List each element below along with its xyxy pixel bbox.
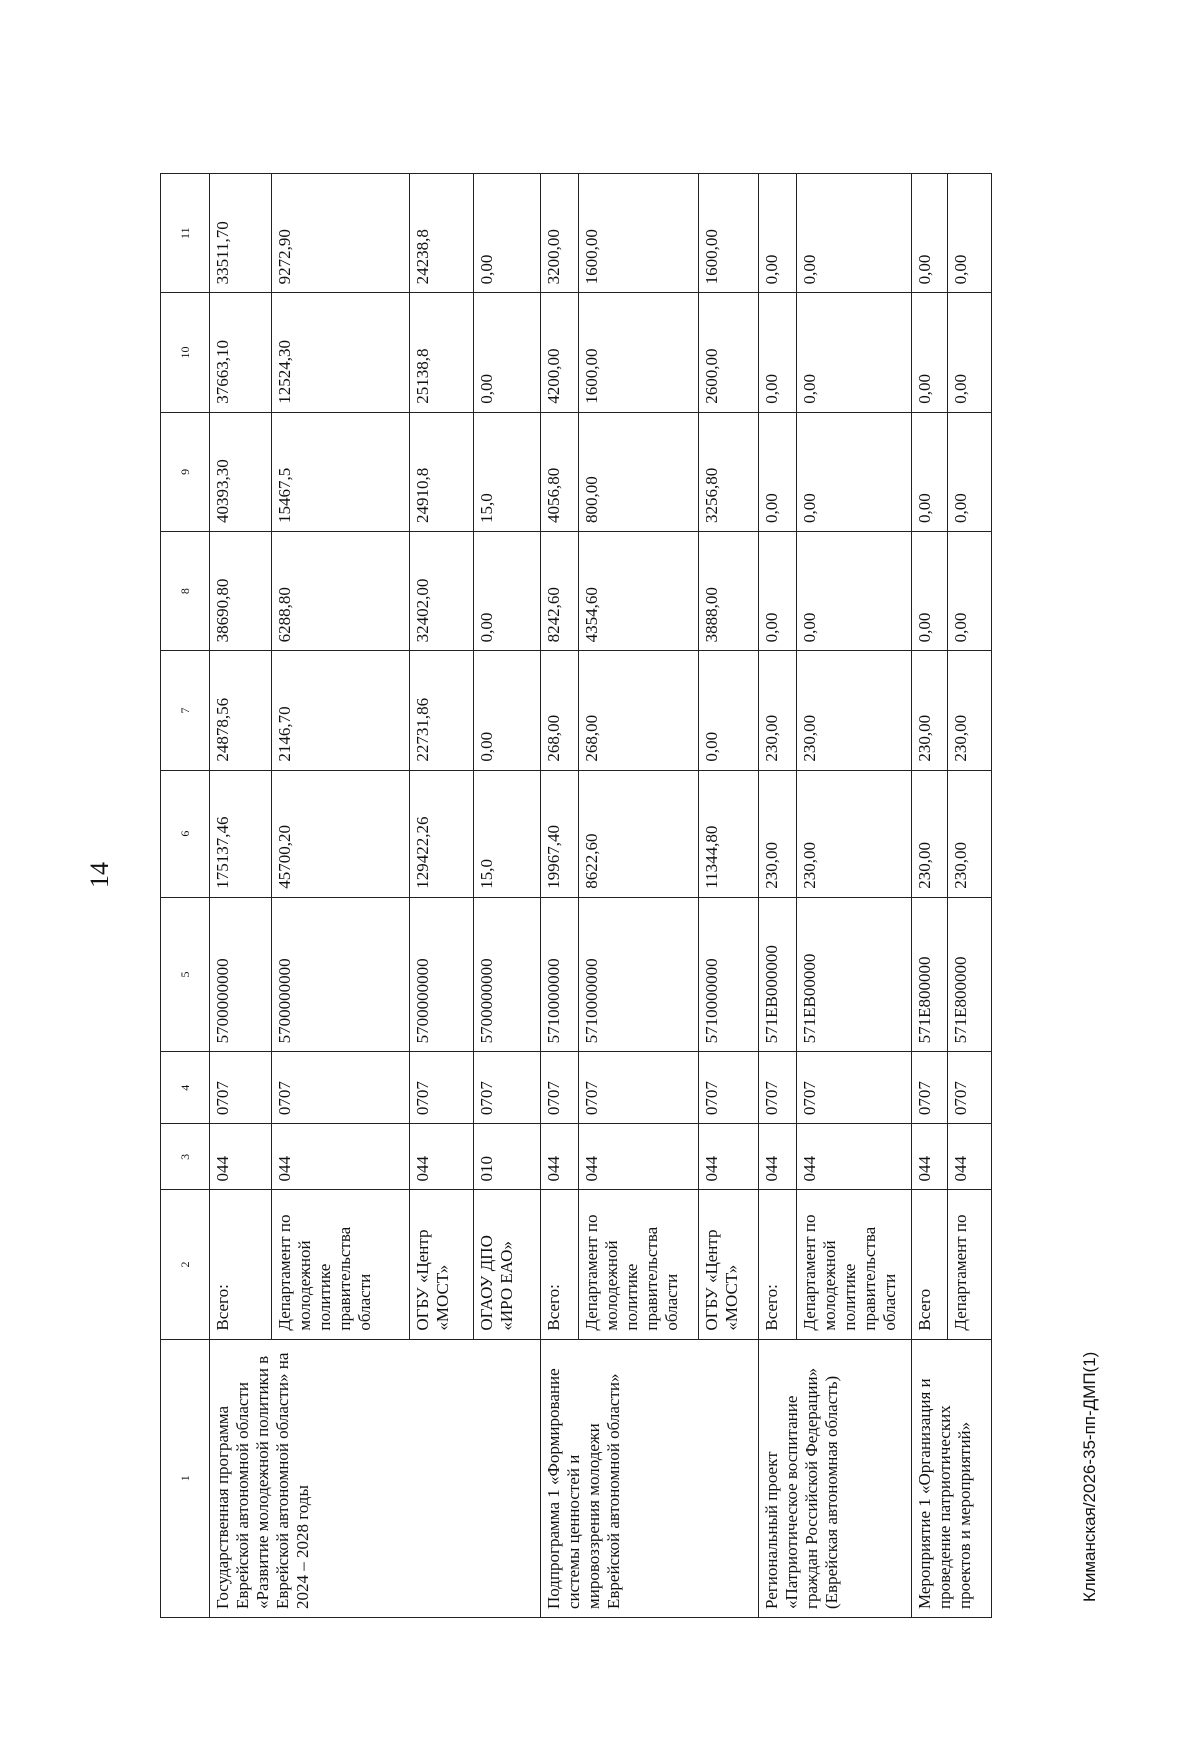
grbs-cell: 044 bbox=[541, 1124, 579, 1190]
value-cell: 0,00 bbox=[912, 532, 948, 651]
value-cell: 38690,80 bbox=[210, 532, 272, 651]
value-cell: 230,00 bbox=[797, 770, 912, 897]
section-cell: 0707 bbox=[410, 1052, 474, 1124]
value-cell: 0,00 bbox=[912, 174, 948, 293]
csr-cell: 571ЕВ00000 bbox=[797, 897, 912, 1052]
grbs-cell: 044 bbox=[579, 1124, 699, 1190]
value-cell: 0,00 bbox=[474, 651, 541, 770]
value-cell: 230,00 bbox=[759, 770, 797, 897]
csr-cell: 5700000000 bbox=[474, 897, 541, 1052]
section-cell: 0707 bbox=[474, 1052, 541, 1124]
grbs-cell: 044 bbox=[699, 1124, 759, 1190]
value-cell: 0,00 bbox=[948, 532, 992, 651]
value-cell: 45700,20 bbox=[272, 770, 410, 897]
value-cell: 8242,60 bbox=[541, 532, 579, 651]
header-cell: 2 bbox=[161, 1190, 210, 1339]
header-row bbox=[161, 174, 210, 1618]
value-cell: 129422,26 bbox=[410, 770, 474, 897]
table-body bbox=[210, 174, 992, 1618]
value-cell: 15467,5 bbox=[272, 412, 410, 531]
table-row bbox=[210, 174, 272, 1618]
grbs-cell: 044 bbox=[797, 1124, 912, 1190]
value-cell: 24910,8 bbox=[410, 412, 474, 531]
value-cell: 0,00 bbox=[912, 293, 948, 412]
value-cell: 0,00 bbox=[912, 412, 948, 531]
executor-cell: ОГАОУ ДПО «ИРО ЕАО» bbox=[474, 1190, 541, 1339]
executor-cell: Департамент по молодежной политике правительства области bbox=[272, 1190, 410, 1339]
executor-cell: Всего: bbox=[210, 1190, 272, 1339]
section-cell: 0707 bbox=[912, 1052, 948, 1124]
value-cell: 175137,46 bbox=[210, 770, 272, 897]
header-cell: 4 bbox=[161, 1052, 210, 1124]
section-cell: 0707 bbox=[272, 1052, 410, 1124]
csr-cell: 5710000000 bbox=[579, 897, 699, 1052]
regional-project-title-cell: Региональный проект «Патриотическое воспитание граждан Российской Федерации» (Еврейская автономная область) bbox=[759, 1339, 912, 1617]
value-cell: 230,00 bbox=[912, 651, 948, 770]
csr-cell: 5700000000 bbox=[410, 897, 474, 1052]
value-cell: 32402,00 bbox=[410, 532, 474, 651]
grbs-cell: 044 bbox=[759, 1124, 797, 1190]
value-cell: 24878,56 bbox=[210, 651, 272, 770]
section-cell: 0707 bbox=[579, 1052, 699, 1124]
executor-cell: Департамент по молодежной политике правительства области bbox=[579, 1190, 699, 1339]
value-cell: 19967,40 bbox=[541, 770, 579, 897]
executor-cell: Всего bbox=[912, 1190, 948, 1339]
value-cell: 4200,00 bbox=[541, 293, 579, 412]
executor-cell: ОГБУ «Центр «МОСТ» bbox=[699, 1190, 759, 1339]
grbs-cell: 010 bbox=[474, 1124, 541, 1190]
value-cell: 40393,30 bbox=[210, 412, 272, 531]
csr-cell: 571ЕВ000000 bbox=[759, 897, 797, 1052]
value-cell: 3888,00 bbox=[699, 532, 759, 651]
section-cell: 0707 bbox=[948, 1052, 992, 1124]
table-row bbox=[541, 174, 579, 1618]
section-cell: 0707 bbox=[210, 1052, 272, 1124]
header-cell: 10 bbox=[161, 293, 210, 412]
csr-cell: 571Е800000 bbox=[912, 897, 948, 1052]
value-cell: 1600,00 bbox=[579, 174, 699, 293]
value-cell: 268,00 bbox=[579, 651, 699, 770]
value-cell: 0,00 bbox=[948, 293, 992, 412]
executor-cell: Департамент по bbox=[948, 1190, 992, 1339]
grbs-cell: 044 bbox=[210, 1124, 272, 1190]
rotated-table-container bbox=[160, 173, 1100, 1618]
value-cell: 268,00 bbox=[541, 651, 579, 770]
value-cell: 0,00 bbox=[759, 174, 797, 293]
value-cell: 3256,80 bbox=[699, 412, 759, 531]
grbs-cell: 044 bbox=[948, 1124, 992, 1190]
grbs-cell: 044 bbox=[272, 1124, 410, 1190]
section-cell: 0707 bbox=[797, 1052, 912, 1124]
header-cell: 9 bbox=[161, 412, 210, 531]
value-cell: 1600,00 bbox=[699, 174, 759, 293]
value-cell: 8622,60 bbox=[579, 770, 699, 897]
grbs-cell: 044 bbox=[912, 1124, 948, 1190]
csr-cell: 5710000000 bbox=[541, 897, 579, 1052]
value-cell: 24238,8 bbox=[410, 174, 474, 293]
value-cell: 0,00 bbox=[948, 174, 992, 293]
value-cell: 230,00 bbox=[948, 651, 992, 770]
value-cell: 33511,70 bbox=[210, 174, 272, 293]
executor-cell: Всего: bbox=[759, 1190, 797, 1339]
subprogram-title-cell: Подпрограмма 1 «Формирование системы ценностей и мировоззрения молодежи Еврейской автономной области» bbox=[541, 1339, 759, 1617]
value-cell: 0,00 bbox=[759, 293, 797, 412]
page-number: 14 bbox=[85, 862, 114, 888]
document-code: Климанская/2026-35-пп-ДМП(1) bbox=[1080, 1351, 1099, 1602]
value-cell: 15,0 bbox=[474, 412, 541, 531]
value-cell: 0,00 bbox=[797, 293, 912, 412]
section-cell: 0707 bbox=[759, 1052, 797, 1124]
executor-cell: Всего: bbox=[541, 1190, 579, 1339]
value-cell: 0,00 bbox=[474, 293, 541, 412]
value-cell: 9272,90 bbox=[272, 174, 410, 293]
value-cell: 22731,86 bbox=[410, 651, 474, 770]
value-cell: 2600,00 bbox=[699, 293, 759, 412]
section-cell: 0707 bbox=[541, 1052, 579, 1124]
header-cell: 6 bbox=[161, 770, 210, 897]
executor-cell: ОГБУ «Центр «МОСТ» bbox=[410, 1190, 474, 1339]
value-cell: 4056,80 bbox=[541, 412, 579, 531]
header-cell: 8 bbox=[161, 532, 210, 651]
header-cell: 7 bbox=[161, 651, 210, 770]
value-cell: 230,00 bbox=[797, 651, 912, 770]
value-cell: 12524,30 bbox=[272, 293, 410, 412]
value-cell: 0,00 bbox=[759, 412, 797, 531]
csr-cell: 5700000000 bbox=[272, 897, 410, 1052]
value-cell: 3200,00 bbox=[541, 174, 579, 293]
value-cell: 0,00 bbox=[474, 532, 541, 651]
program-title-cell: Государственная программа Еврейской автономной области «Развитие молодежной политики в Еврейской автономной области» на 2024 – 2028 годы bbox=[210, 1339, 541, 1617]
grbs-cell: 044 bbox=[410, 1124, 474, 1190]
table-row bbox=[912, 174, 948, 1618]
value-cell: 230,00 bbox=[912, 770, 948, 897]
header-cell: 3 bbox=[161, 1124, 210, 1190]
csr-cell: 571Е800000 bbox=[948, 897, 992, 1052]
value-cell: 0,00 bbox=[474, 174, 541, 293]
executor-cell: Департамент по молодежной политике правительства области bbox=[797, 1190, 912, 1339]
value-cell: 0,00 bbox=[948, 412, 992, 531]
section-cell: 0707 bbox=[699, 1052, 759, 1124]
value-cell: 0,00 bbox=[797, 174, 912, 293]
value-cell: 800,00 bbox=[579, 412, 699, 531]
value-cell: 4354,60 bbox=[579, 532, 699, 651]
value-cell: 0,00 bbox=[759, 532, 797, 651]
value-cell: 6288,80 bbox=[272, 532, 410, 651]
budget-table bbox=[160, 173, 992, 1618]
value-cell: 230,00 bbox=[759, 651, 797, 770]
value-cell: 37663,10 bbox=[210, 293, 272, 412]
header-cell: 5 bbox=[161, 897, 210, 1052]
value-cell: 15,0 bbox=[474, 770, 541, 897]
header-cell: 1 bbox=[161, 1339, 210, 1617]
csr-cell: 5700000000 bbox=[210, 897, 272, 1052]
value-cell: 0,00 bbox=[797, 412, 912, 531]
value-cell: 0,00 bbox=[797, 532, 912, 651]
csr-cell: 5710000000 bbox=[699, 897, 759, 1052]
header-cell: 11 bbox=[161, 174, 210, 293]
activity-title-cell: Мероприятие 1 «Организация и проведение патриотических проектов и мероприятий» bbox=[912, 1339, 992, 1617]
value-cell: 11344,80 bbox=[699, 770, 759, 897]
value-cell: 25138,8 bbox=[410, 293, 474, 412]
value-cell: 0,00 bbox=[699, 651, 759, 770]
value-cell: 2146,70 bbox=[272, 651, 410, 770]
value-cell: 230,00 bbox=[948, 770, 992, 897]
value-cell: 1600,00 bbox=[579, 293, 699, 412]
table-row bbox=[759, 174, 797, 1618]
